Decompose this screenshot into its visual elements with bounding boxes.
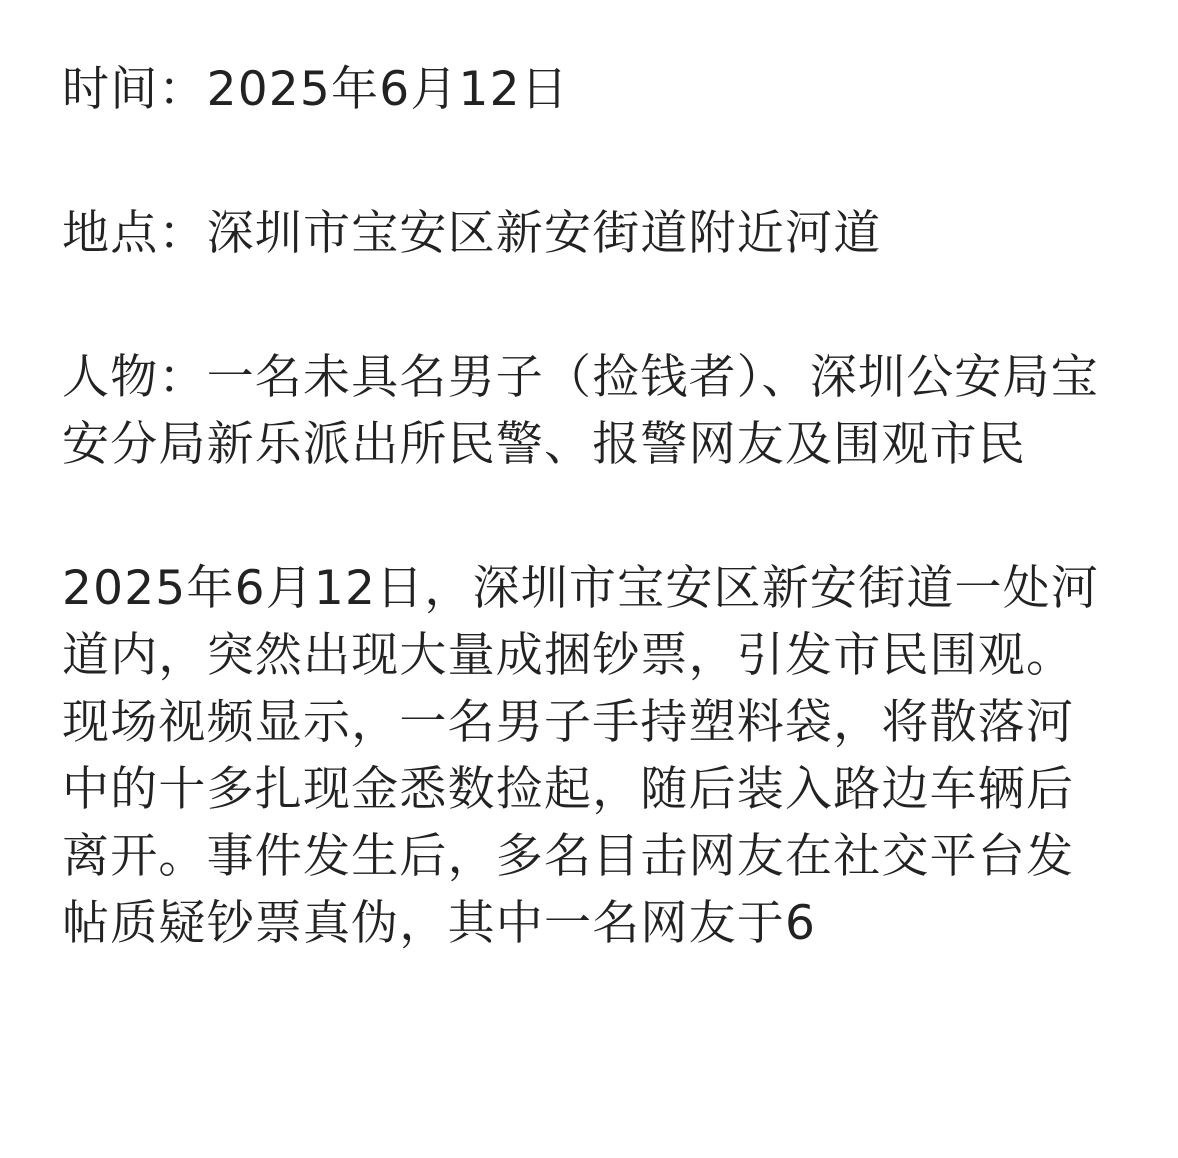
time-line: 时间：2025年6月12日 [62,62,569,117]
article [62,56,1122,957]
people-line: 人物：一名未具名男子（捡钱者）、深圳公安局宝安分局新乐派出所民警、报警网友及围观市民 [62,350,1099,472]
body-paragraph: 2025年6月12日，深圳市宝安区新安街道一处河道内，突然出现大量成捆钞票，引发市民围观。现场视频显示，一名男子手持塑料袋，将散落河中的十多扎现金悉数捡起，随后装入路边车辆后离开。事件发生后，多名目击网友在社交平台发帖质疑钞票真伪，其中一名网友于6 [62,561,1100,951]
place-line: 地点：深圳市宝安区新安街道附近河道 [62,206,882,261]
